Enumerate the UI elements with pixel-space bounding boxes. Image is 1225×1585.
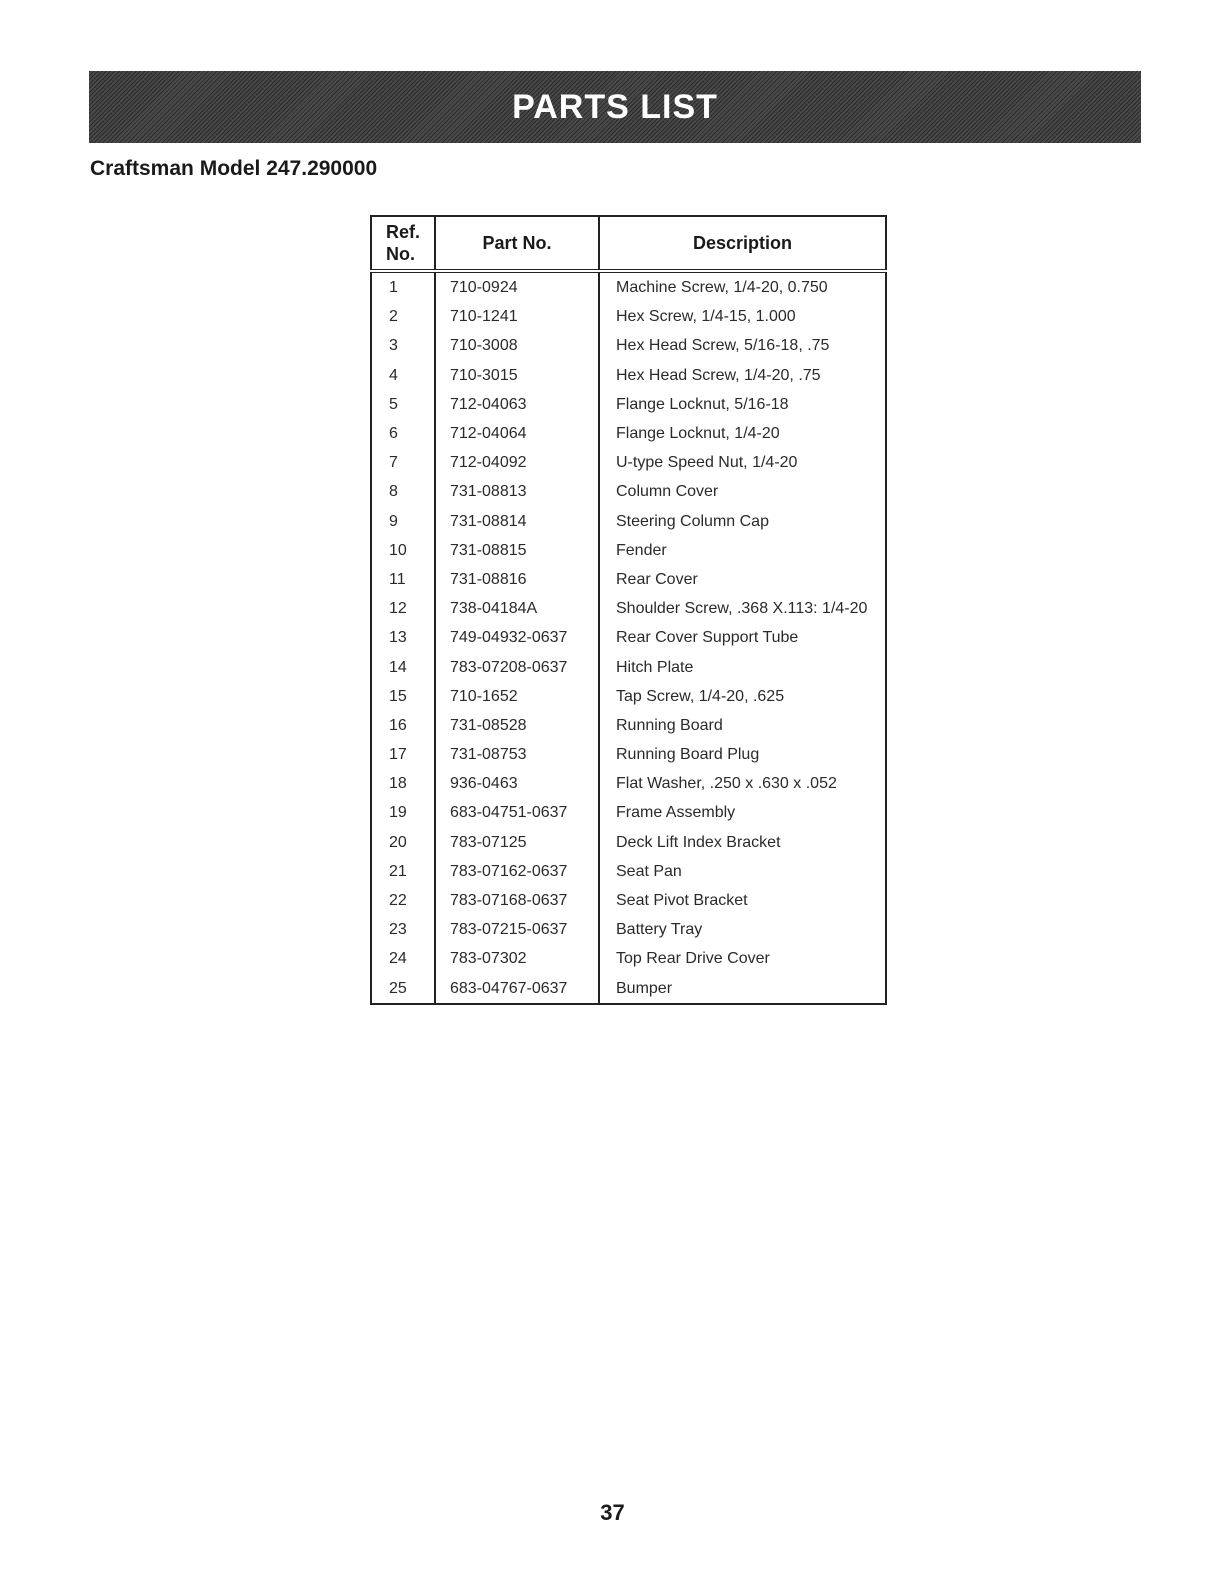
description-cell: Running Board Plug bbox=[599, 740, 886, 769]
table-row bbox=[371, 857, 886, 886]
ref-no-cell: 20 bbox=[371, 828, 435, 857]
table-row bbox=[371, 419, 886, 448]
part-no-cell: 738-04184A bbox=[435, 594, 599, 623]
parts-table bbox=[370, 215, 887, 1005]
ref-no-cell: 2 bbox=[371, 302, 435, 331]
table-row bbox=[371, 623, 886, 652]
table-row bbox=[371, 915, 886, 944]
description-cell: Rear Cover bbox=[599, 565, 886, 594]
ref-no-cell: 9 bbox=[371, 507, 435, 536]
table-row bbox=[371, 769, 886, 798]
description-cell: U-type Speed Nut, 1/4-20 bbox=[599, 448, 886, 477]
part-no-cell: 783-07215-0637 bbox=[435, 915, 599, 944]
ref-no-cell: 12 bbox=[371, 594, 435, 623]
ref-no-cell: 25 bbox=[371, 974, 435, 1004]
banner-title: PARTS LIST bbox=[512, 87, 718, 126]
part-no-cell: 783-07302 bbox=[435, 944, 599, 973]
ref-no-cell: 19 bbox=[371, 798, 435, 827]
ref-no-cell: 6 bbox=[371, 419, 435, 448]
part-no-cell: 710-3015 bbox=[435, 361, 599, 390]
ref-no-cell: 11 bbox=[371, 565, 435, 594]
header-description: Description bbox=[599, 216, 886, 271]
table-row bbox=[371, 565, 886, 594]
description-cell: Seat Pan bbox=[599, 857, 886, 886]
table-row bbox=[371, 271, 886, 302]
part-no-cell: 783-07168-0637 bbox=[435, 886, 599, 915]
description-cell: Hex Head Screw, 1/4-20, .75 bbox=[599, 361, 886, 390]
description-cell: Hex Screw, 1/4-15, 1.000 bbox=[599, 302, 886, 331]
description-cell: Top Rear Drive Cover bbox=[599, 944, 886, 973]
ref-no-cell: 4 bbox=[371, 361, 435, 390]
ref-no-cell: 15 bbox=[371, 682, 435, 711]
table-row bbox=[371, 536, 886, 565]
table-row bbox=[371, 477, 886, 506]
part-no-cell: 712-04063 bbox=[435, 390, 599, 419]
table-row bbox=[371, 652, 886, 681]
description-cell: Flange Locknut, 5/16-18 bbox=[599, 390, 886, 419]
table-row bbox=[371, 711, 886, 740]
description-cell: Rear Cover Support Tube bbox=[599, 623, 886, 652]
part-no-cell: 712-04064 bbox=[435, 419, 599, 448]
part-no-cell: 710-1652 bbox=[435, 682, 599, 711]
header-ref-no bbox=[371, 216, 435, 271]
parts-list-banner bbox=[89, 71, 1141, 143]
ref-no-cell: 10 bbox=[371, 536, 435, 565]
description-cell: Tap Screw, 1/4-20, .625 bbox=[599, 682, 886, 711]
part-no-cell: 731-08814 bbox=[435, 507, 599, 536]
description-cell: Hex Head Screw, 5/16-18, .75 bbox=[599, 331, 886, 360]
table-row bbox=[371, 331, 886, 360]
table-row bbox=[371, 302, 886, 331]
table-row bbox=[371, 740, 886, 769]
description-cell: Deck Lift Index Bracket bbox=[599, 828, 886, 857]
description-cell: Seat Pivot Bracket bbox=[599, 886, 886, 915]
table-row bbox=[371, 390, 886, 419]
part-no-cell: 783-07162-0637 bbox=[435, 857, 599, 886]
parts-table-body bbox=[371, 271, 886, 1004]
part-no-cell: 731-08816 bbox=[435, 565, 599, 594]
table-row bbox=[371, 594, 886, 623]
part-no-cell: 783-07125 bbox=[435, 828, 599, 857]
ref-no-cell: 14 bbox=[371, 652, 435, 681]
description-cell: Battery Tray bbox=[599, 915, 886, 944]
description-cell: Flange Locknut, 1/4-20 bbox=[599, 419, 886, 448]
description-cell: Frame Assembly bbox=[599, 798, 886, 827]
description-cell: Fender bbox=[599, 536, 886, 565]
ref-no-cell: 21 bbox=[371, 857, 435, 886]
part-no-cell: 731-08813 bbox=[435, 477, 599, 506]
part-no-cell: 731-08753 bbox=[435, 740, 599, 769]
table-row bbox=[371, 944, 886, 973]
part-no-cell: 749-04932-0637 bbox=[435, 623, 599, 652]
ref-no-cell: 13 bbox=[371, 623, 435, 652]
description-cell: Steering Column Cap bbox=[599, 507, 886, 536]
part-no-cell: 731-08528 bbox=[435, 711, 599, 740]
part-no-cell: 783-07208-0637 bbox=[435, 652, 599, 681]
part-no-cell: 683-04751-0637 bbox=[435, 798, 599, 827]
page-number: 37 bbox=[600, 1500, 625, 1525]
ref-no-cell: 1 bbox=[371, 271, 435, 302]
description-cell: Machine Screw, 1/4-20, 0.750 bbox=[599, 271, 886, 302]
description-cell: Shoulder Screw, .368 X.113: 1/4-20 bbox=[599, 594, 886, 623]
header-ref-line1: Ref. bbox=[386, 222, 421, 242]
ref-no-cell: 7 bbox=[371, 448, 435, 477]
table-row bbox=[371, 361, 886, 390]
part-no-cell: 710-3008 bbox=[435, 331, 599, 360]
table-row bbox=[371, 974, 886, 1004]
ref-no-cell: 3 bbox=[371, 331, 435, 360]
table-row bbox=[371, 682, 886, 711]
ref-no-cell: 16 bbox=[371, 711, 435, 740]
table-row bbox=[371, 507, 886, 536]
part-no-cell: 936-0463 bbox=[435, 769, 599, 798]
table-row bbox=[371, 828, 886, 857]
table-row bbox=[371, 886, 886, 915]
header-part-no: Part No. bbox=[435, 216, 599, 271]
ref-no-cell: 17 bbox=[371, 740, 435, 769]
part-no-cell: 710-1241 bbox=[435, 302, 599, 331]
table-row bbox=[371, 448, 886, 477]
ref-no-cell: 22 bbox=[371, 886, 435, 915]
ref-no-cell: 18 bbox=[371, 769, 435, 798]
description-cell: Flat Washer, .250 x .630 x .052 bbox=[599, 769, 886, 798]
table-header-row bbox=[371, 216, 886, 271]
part-no-cell: 731-08815 bbox=[435, 536, 599, 565]
table-row bbox=[371, 798, 886, 827]
header-ref-line2: No. bbox=[386, 244, 415, 264]
ref-no-cell: 5 bbox=[371, 390, 435, 419]
description-cell: Column Cover bbox=[599, 477, 886, 506]
part-no-cell: 712-04092 bbox=[435, 448, 599, 477]
model-title: Craftsman Model 247.290000 bbox=[90, 157, 378, 180]
description-cell: Hitch Plate bbox=[599, 652, 886, 681]
part-no-cell: 683-04767-0637 bbox=[435, 974, 599, 1004]
part-no-cell: 710-0924 bbox=[435, 271, 599, 302]
description-cell: Bumper bbox=[599, 974, 886, 1004]
description-cell: Running Board bbox=[599, 711, 886, 740]
ref-no-cell: 23 bbox=[371, 915, 435, 944]
ref-no-cell: 8 bbox=[371, 477, 435, 506]
ref-no-cell: 24 bbox=[371, 944, 435, 973]
